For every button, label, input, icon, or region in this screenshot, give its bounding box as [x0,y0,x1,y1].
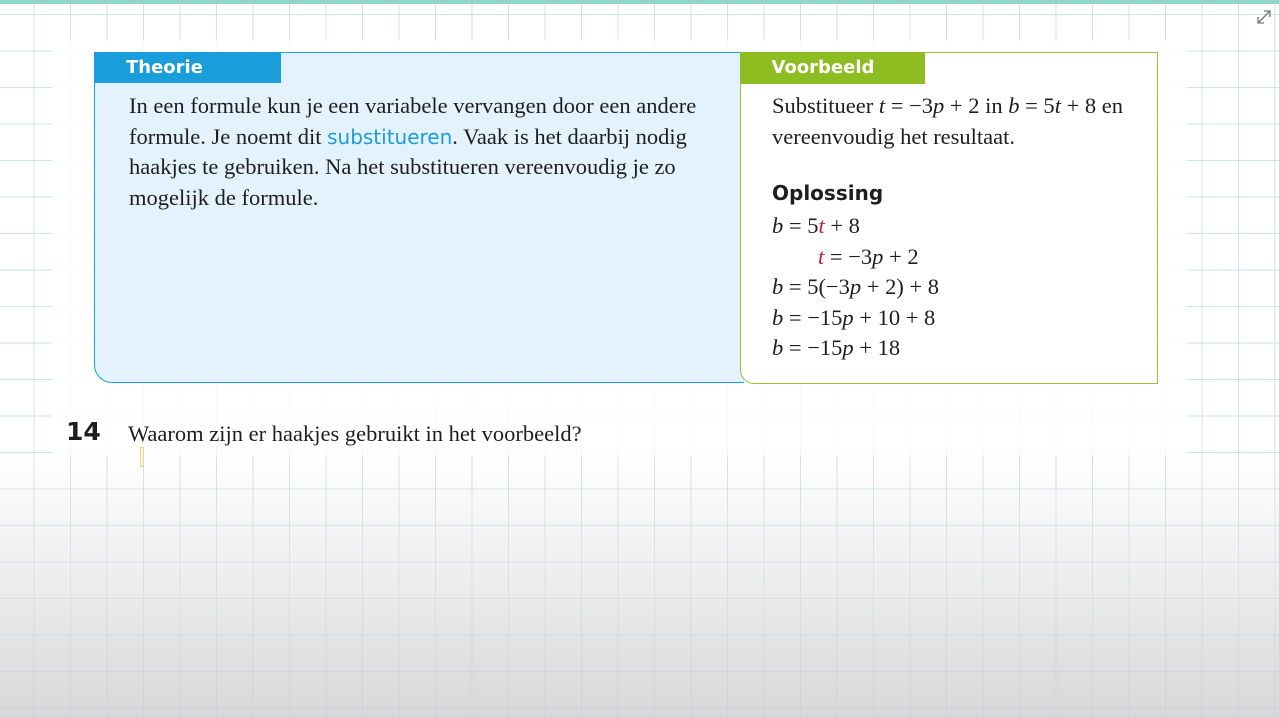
var-t: t [1054,93,1061,118]
intro-eq2: + 2 in [944,93,1009,118]
intro-eq1: = −3 [885,93,934,118]
math-text: + 2 [883,243,919,269]
solution-heading: Oplossing [772,181,884,205]
var-p: p [872,243,884,269]
solution-line-1 [772,211,939,242]
math-text: = −3 [824,243,873,269]
exercise-number: 14 [66,417,101,446]
math-text: = −15 [783,304,843,330]
expand-icon[interactable] [1255,8,1273,26]
math-text: = −15 [783,335,843,360]
top-accent-strip [0,0,1279,4]
intro-eq3: = 5 [1019,93,1055,118]
solution-lines [772,211,939,364]
var-t: t [878,93,886,118]
example-tab-label: Voorbeeld [740,52,925,84]
var-t-highlight: t [818,213,825,238]
intro-word: Substitueer [772,93,879,118]
math-text: + 10 + 8 [853,304,936,330]
theory-tab-label: Theorie [94,52,281,83]
intro-eq4: + 8 en vereenvoudig het resultaat. [772,93,1124,149]
math-text: + 2) + 8 [861,274,939,299]
solution-line-4 [772,303,939,334]
theory-term-highlight: substitueren [327,124,453,149]
solution-line-2 [772,242,939,273]
text-cursor [140,447,144,467]
var-b: b [1008,93,1020,118]
math-text: = 5(−3 [783,274,850,299]
var-t-highlight: t [818,243,825,269]
math-text: + 8 [824,213,860,238]
example-intro [772,91,1152,152]
var-b: b [772,274,784,299]
example-box [740,52,1158,384]
var-b: b [772,335,784,360]
var-p: p [842,335,854,360]
bottom-shade [0,455,1279,718]
exercise-question: Waarom zijn er haakjes gebruikt in het voorbeeld? [128,421,582,446]
math-text: = 5 [783,213,819,238]
var-p: p [933,93,945,118]
var-p: p [842,304,854,330]
theory-box [94,52,744,383]
math-text: + 18 [853,335,901,360]
theory-text-part2: . Vaak is het daarbij nodig haakjes te gebruiken. Na het substitueren vereenvoudig je zo mogelijk de formule. [129,123,687,210]
solution-line-3 [772,272,939,303]
theory-text-part1: In een formule kun je een variabele vervangen door een andere formule. Je noemt dit [129,93,697,149]
solution-line-5 [772,333,939,364]
var-p: p [849,274,862,299]
var-b: b [772,213,784,238]
var-b: b [772,304,784,330]
theory-text [129,91,729,213]
